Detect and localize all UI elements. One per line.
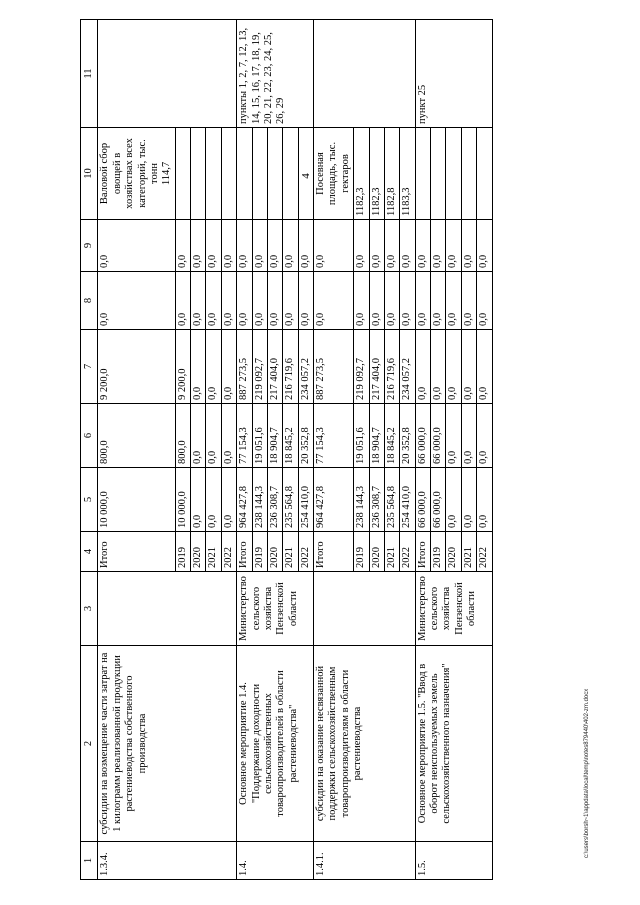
- total-amount: 254 410,0: [400, 468, 415, 532]
- table-row: [237, 20, 252, 880]
- year-cell: 2020: [267, 532, 282, 572]
- federal-amount: 77 154,3: [237, 404, 252, 468]
- regional-amount: 219 092,7: [252, 330, 267, 404]
- reference-cell: пункт 25: [415, 20, 492, 128]
- total-amount: 66 000,0: [415, 468, 430, 532]
- page-number: 4: [300, 173, 312, 179]
- other-amount: 0,0: [191, 220, 206, 272]
- executor: [314, 572, 416, 646]
- total-amount: 10 000,0: [98, 468, 175, 532]
- year-cell: 2021: [206, 532, 221, 572]
- row-code: 1.4.: [237, 842, 314, 880]
- regional-amount: 216 719,6: [384, 330, 399, 404]
- year-cell: 2020: [369, 532, 384, 572]
- total-amount: 0,0: [446, 468, 461, 532]
- indicator-value: [415, 128, 430, 220]
- year-cell: 2019: [354, 532, 369, 572]
- regional-amount: 0,0: [221, 330, 236, 404]
- other-amount: 0,0: [477, 220, 492, 272]
- total-amount: 238 144,3: [354, 468, 369, 532]
- table-body: [98, 20, 492, 880]
- federal-amount: 0,0: [477, 404, 492, 468]
- year-cell: Итого: [98, 532, 175, 572]
- regional-amount: 0,0: [446, 330, 461, 404]
- regional-amount: 9 200,0: [98, 330, 175, 404]
- regional-amount: 217 404,0: [369, 330, 384, 404]
- indicator-value: [252, 128, 267, 220]
- regional-amount: 234 057,2: [298, 330, 313, 404]
- total-amount: 0,0: [477, 468, 492, 532]
- measure-name: Основное мероприятие 1.5. "Ввод в оборот неиспользуемых земель сельскохозяйственного назначения": [415, 646, 492, 842]
- column-header-1: 1: [81, 842, 98, 880]
- column-header-11: 11: [81, 20, 98, 128]
- federal-amount: 0,0: [206, 404, 221, 468]
- local-amount: 0,0: [314, 272, 354, 330]
- other-amount: 0,0: [415, 220, 430, 272]
- regional-amount: 234 057,2: [400, 330, 415, 404]
- year-cell: 2019: [252, 532, 267, 572]
- local-amount: 0,0: [175, 272, 190, 330]
- table-row: [314, 20, 354, 880]
- column-header-9: 9: [81, 220, 98, 272]
- other-amount: 0,0: [206, 220, 221, 272]
- local-amount: 0,0: [191, 272, 206, 330]
- indicator-cell: [314, 128, 354, 220]
- other-amount: 0,0: [221, 220, 236, 272]
- measure-name: субсидии на возмещение части затрат на 1 килограмм реализованной продукции растениеводства собственного производства: [98, 646, 237, 842]
- total-amount: 238 144,3: [252, 468, 267, 532]
- regional-amount: 0,0: [431, 330, 446, 404]
- header-row: [81, 20, 98, 880]
- federal-amount: 800,0: [98, 404, 175, 468]
- indicator-value: [461, 128, 476, 220]
- indicator-name: Валовой сбор овощей в хозяйствах всех категорий, тыс. тонн: [99, 138, 160, 209]
- federal-amount: 0,0: [446, 404, 461, 468]
- year-cell: 2021: [384, 532, 399, 572]
- federal-amount: 18 904,7: [369, 404, 384, 468]
- other-amount: 0,0: [400, 220, 415, 272]
- row-code: 1.4.1.: [314, 842, 416, 880]
- total-amount: 254 410,0: [298, 468, 313, 532]
- local-amount: 0,0: [206, 272, 221, 330]
- local-amount: 0,0: [98, 272, 175, 330]
- total-amount: 0,0: [221, 468, 236, 532]
- year-cell: 2019: [175, 532, 190, 572]
- indicator-value: [175, 128, 190, 220]
- column-header-8: 8: [81, 272, 98, 330]
- regional-amount: 0,0: [206, 330, 221, 404]
- regional-amount: 0,0: [415, 330, 430, 404]
- other-amount: 0,0: [431, 220, 446, 272]
- other-amount: 0,0: [252, 220, 267, 272]
- federal-amount: 20 352,8: [400, 404, 415, 468]
- indicator-value: 114,7: [161, 161, 173, 186]
- regional-amount: 0,0: [191, 330, 206, 404]
- local-amount: 0,0: [237, 272, 252, 330]
- federal-amount: 77 154,3: [314, 404, 354, 468]
- executor: [98, 572, 237, 646]
- indicator-value: [446, 128, 461, 220]
- federal-amount: 19 051,6: [252, 404, 267, 468]
- year-cell: 2022: [400, 532, 415, 572]
- executor: Министерство сельского хозяйства Пензенской области: [237, 572, 314, 646]
- local-amount: 0,0: [415, 272, 430, 330]
- executor: Министерство сельского хозяйства Пензенской области: [415, 572, 492, 646]
- federal-amount: 18 904,7: [267, 404, 282, 468]
- regional-amount: 887 273,5: [237, 330, 252, 404]
- federal-amount: 20 352,8: [298, 404, 313, 468]
- total-amount: 235 564,8: [283, 468, 298, 532]
- reference-cell: пункты 1, 2, 7, 12, 13, 14, 15, 16, 17, 18, 19, 20, 21, 22, 23, 24, 25, 26, 29: [237, 20, 314, 128]
- local-amount: 0,0: [298, 272, 313, 330]
- row-code: 1.5.: [415, 842, 492, 880]
- year-cell: 2022: [221, 532, 236, 572]
- total-amount: 964 427,8: [237, 468, 252, 532]
- table-row: [415, 20, 430, 880]
- rotated-page: [80, 20, 615, 880]
- federal-amount: 800,0: [175, 404, 190, 468]
- local-amount: 0,0: [354, 272, 369, 330]
- indicator-value: [191, 128, 206, 220]
- indicator-value: [298, 128, 313, 220]
- column-header-3: 3: [81, 572, 98, 646]
- year-cell: 2022: [477, 532, 492, 572]
- year-cell: 2020: [446, 532, 461, 572]
- year-cell: Итого: [237, 532, 252, 572]
- indicator-value: [431, 128, 446, 220]
- regional-amount: 9 200,0: [175, 330, 190, 404]
- year-cell: 2021: [461, 532, 476, 572]
- indicator-value: [283, 128, 298, 220]
- indicator-name: Посевная площадь, тыс. гектаров: [315, 141, 351, 206]
- other-amount: 0,0: [384, 220, 399, 272]
- total-amount: 66 000,0: [431, 468, 446, 532]
- indicator-value: [237, 128, 252, 220]
- indicator-value: [267, 128, 282, 220]
- total-amount: 964 427,8: [314, 468, 354, 532]
- year-cell: 2022: [298, 532, 313, 572]
- indicator-value: [477, 128, 492, 220]
- row-code: 1.3.4.: [98, 842, 237, 880]
- federal-amount: 0,0: [221, 404, 236, 468]
- indicator-value: 1182,3: [354, 128, 369, 220]
- indicator-value: 1182,3: [369, 128, 384, 220]
- measure-name: субсидии на оказание несвязанной поддержки сельскохозяйственным товаропроизводителям в области растениеводства: [314, 646, 416, 842]
- year-cell: 2020: [191, 532, 206, 572]
- other-amount: 0,0: [267, 220, 282, 272]
- table-row: [98, 20, 175, 880]
- year-cell: 2019: [431, 532, 446, 572]
- other-amount: 0,0: [283, 220, 298, 272]
- column-header-7: 7: [81, 330, 98, 404]
- other-amount: 0,0: [98, 220, 175, 272]
- other-amount: 0,0: [446, 220, 461, 272]
- total-amount: 10 000,0: [175, 468, 190, 532]
- other-amount: 0,0: [175, 220, 190, 272]
- federal-amount: 18 845,2: [283, 404, 298, 468]
- regional-amount: 217 404,0: [267, 330, 282, 404]
- local-amount: 0,0: [446, 272, 461, 330]
- indicator-value: [206, 128, 221, 220]
- year-cell: Итого: [314, 532, 354, 572]
- measure-name: Основное мероприятие 1.4. "Поддержание доходности сельскохозяйственных товаропроизводителей в области растениеводства": [237, 646, 314, 842]
- federal-amount: 19 051,6: [354, 404, 369, 468]
- local-amount: 0,0: [461, 272, 476, 330]
- total-amount: 0,0: [461, 468, 476, 532]
- indicator-value: 1182,8: [384, 128, 399, 220]
- federal-amount: 18 845,2: [384, 404, 399, 468]
- other-amount: 0,0: [237, 220, 252, 272]
- local-amount: 0,0: [431, 272, 446, 330]
- column-header-2: 2: [81, 646, 98, 842]
- federal-amount: 0,0: [191, 404, 206, 468]
- reference-cell: [98, 20, 237, 128]
- total-amount: 236 308,7: [267, 468, 282, 532]
- other-amount: 0,0: [298, 220, 313, 272]
- regional-amount: 219 092,7: [354, 330, 369, 404]
- federal-amount: 0,0: [461, 404, 476, 468]
- column-header-10: 10: [81, 128, 98, 220]
- other-amount: 0,0: [369, 220, 384, 272]
- column-header-5: 5: [81, 468, 98, 532]
- local-amount: 0,0: [283, 272, 298, 330]
- indicator-cell: [98, 128, 175, 220]
- federal-amount: 66 000,0: [415, 404, 430, 468]
- local-amount: 0,0: [477, 272, 492, 330]
- year-cell: Итого: [415, 532, 430, 572]
- regional-amount: 216 719,6: [283, 330, 298, 404]
- program-table: [80, 19, 493, 880]
- total-amount: 0,0: [191, 468, 206, 532]
- other-amount: 0,0: [354, 220, 369, 272]
- year-cell: 2021: [283, 532, 298, 572]
- other-amount: 0,0: [314, 220, 354, 272]
- total-amount: 0,0: [206, 468, 221, 532]
- reference-cell: [314, 20, 416, 128]
- indicator-value: [221, 128, 236, 220]
- indicator-value: 1183,3: [400, 128, 415, 220]
- column-header-4: 4: [81, 532, 98, 572]
- local-amount: 0,0: [400, 272, 415, 330]
- file-path-footer: c:\users\borsh~1\appdata\local\temp\notes879440\402-zm.docx: [584, 688, 590, 858]
- regional-amount: 887 273,5: [314, 330, 354, 404]
- regional-amount: 0,0: [461, 330, 476, 404]
- other-amount: 0,0: [461, 220, 476, 272]
- total-amount: 236 308,7: [369, 468, 384, 532]
- local-amount: 0,0: [384, 272, 399, 330]
- local-amount: 0,0: [252, 272, 267, 330]
- regional-amount: 0,0: [477, 330, 492, 404]
- local-amount: 0,0: [221, 272, 236, 330]
- total-amount: 235 564,8: [384, 468, 399, 532]
- federal-amount: 66 000,0: [431, 404, 446, 468]
- column-header-6: 6: [81, 404, 98, 468]
- local-amount: 0,0: [369, 272, 384, 330]
- local-amount: 0,0: [267, 272, 282, 330]
